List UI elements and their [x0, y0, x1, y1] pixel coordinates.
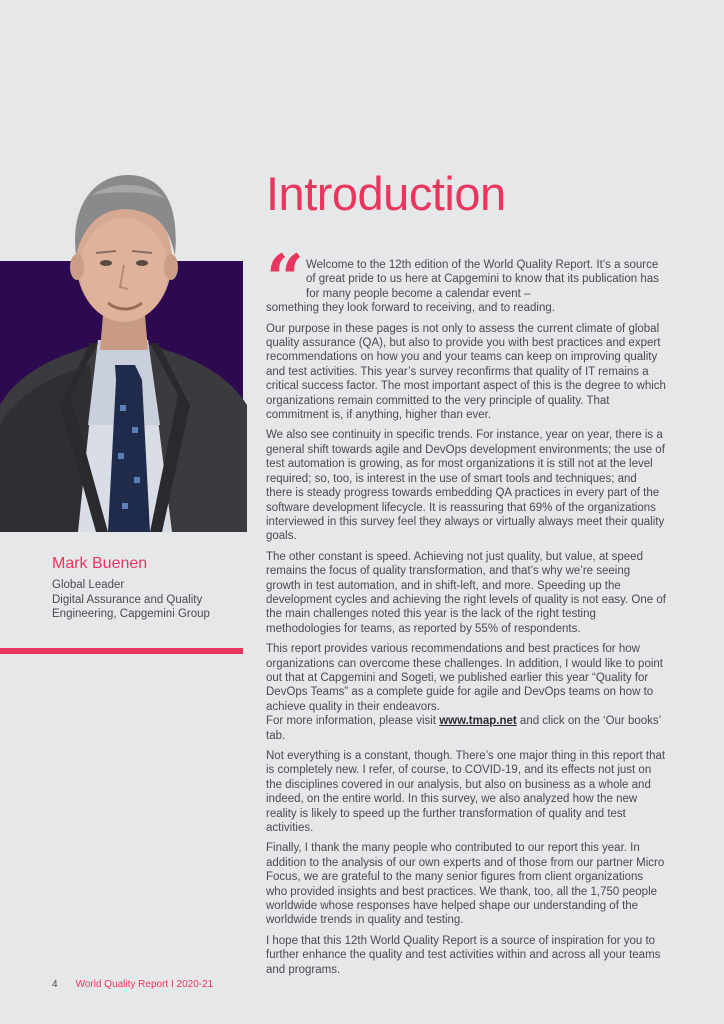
accent-divider [0, 648, 243, 654]
paragraph: Finally, I thank the many people who contributed to our report this year. In addition to the analysis of our own experts and of those from our partner Micro Focus, we are grateful to the many senior figures from client organizations who provided insights and best practices. We thank, too, all the 1,750 people worldwide whose responses have helped shape our understanding of the worldwide trends in quality and testing. [266, 842, 665, 927]
author-name: Mark Buenen [52, 555, 148, 572]
paragraph-intro-tail: something they look forward to receiving, and to reading. [266, 302, 555, 315]
paragraph-intro-lead: Welcome to the 12th edition of the World Quality Report. It’s a source of great pride to us here at Capgemini to know that its publication has for many people become a calendar event – [306, 259, 659, 300]
page-number: 4 [52, 979, 58, 990]
paragraph: Not everything is a constant, though. There’s one major thing in this report that is completely new. I refer, of course, to COVID-19, and its effects not just on the disciplines covered in our analysis, but also on business as a whole and indeed, on the entire world. In this survey, we also analyzed how the new reality is likely to speed up the further transformation of quality and test activities. [266, 750, 666, 835]
quote-mark-icon: “ [266, 240, 304, 318]
article-body [266, 258, 666, 983]
more-info-text: For more information, please visit [266, 715, 440, 728]
tmap-link[interactable]: www.tmap.net [439, 715, 517, 728]
paragraph-intro [266, 258, 666, 316]
paragraph: We also see continuity in specific trends. For instance, year on year, there is a general shift towards agile and DevOps development environments; the use of test automation is growing, as for most organizations it is still not at the level required; so, too, is interest in the use of smart tools and techniques; and there is steady progress towards embedding QA practices in every part of the software development lifecycle. It is reassuring that 69% of the organizations interviewed in this survey feel they always or virtually always meet their quality goals. [266, 429, 665, 543]
portrait-photo [0, 165, 247, 532]
more-info-tail: and click on the ‘Our books’ tab. [266, 715, 661, 742]
author-role-line: Engineering, Capgemini Group [52, 608, 210, 620]
publication-name: World Quality Report I 2020-21 [75, 979, 214, 990]
author-role-line: Global Leader [52, 579, 125, 591]
paragraph: Our purpose in these pages is not only to assess the current climate of global quality assurance (QA), but also to provide you with best practices and expert recommendations on how you and your teams can keep on improving quality and test activities. This year’s survey reconfirms that quality of IT remains a critical success factor. The most important aspect of this is the degree to which organizations remain committed to the very principle of quality. That commitment is, if anything, higher than ever. [266, 322, 666, 422]
paragraph [266, 642, 666, 743]
author-role [52, 578, 237, 622]
paragraph: The other constant is speed. Achieving not just quality, but value, at speed remains the focus of quality transformation, and that’s why we’re seeing growth in test automation, and in shift-left, and more. Speeding up the development cycles and achieving the right levels of quality is not easy. One of the main challenges noted this year is the lack of the right testing methodologies for teams, as reported by 55% of respondents. [266, 550, 666, 635]
paragraph: I hope that this 12th World Quality Report is a source of inspiration for you to further enhance the quality and test activities within and across all your teams and programs. [266, 934, 661, 976]
page-footer [52, 979, 213, 990]
author-role-line: Digital Assurance and Quality [52, 593, 203, 606]
page-title: Introduction [266, 167, 506, 220]
paragraph-text: This report provides various recommendations and best practices for how organizations can overcome these challenges. In addition, I would like to point out that at Capgemini and Sogeti, we published earlier this year “Quality for DevOps Teams” as a complete guide for agile and DevOps teams on how to achieve quality in their endeavors. [266, 643, 663, 713]
